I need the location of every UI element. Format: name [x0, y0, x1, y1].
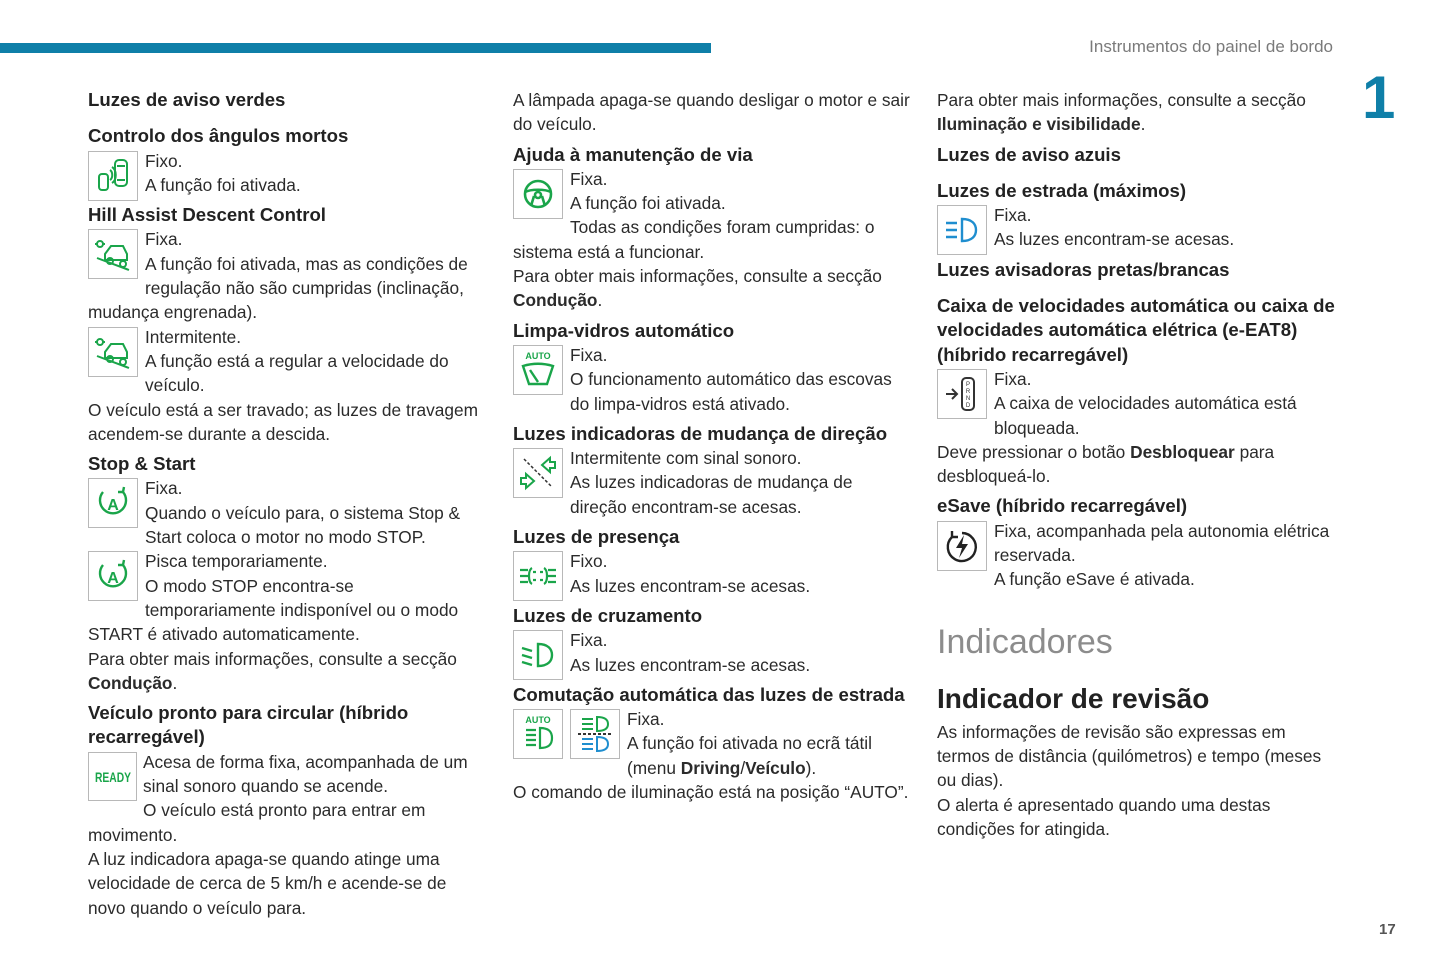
turn-heading: Luzes indicadoras de mudança de direção [513, 422, 888, 444]
svg-text:D: D [965, 402, 971, 409]
hill-descent-icon [88, 327, 138, 377]
side-lights-icon [513, 551, 563, 601]
main-beam-desc: As luzes encontram-se acesas. [994, 229, 1235, 250]
hadc-desc-fixed: A função foi ativada, mas as condições de regulação não são cumpridas (inclinação, mudança engrenada). [88, 253, 468, 323]
svg-text:READY: READY [94, 769, 131, 786]
section-heading-black-white: Luzes avisadoras pretas/brancas [937, 258, 1230, 280]
gearbox-desc: A caixa de velocidades automática está bloqueada. [994, 393, 1297, 438]
lane-heading: Ajuda à manutenção de via [513, 143, 753, 165]
column-3 [937, 88, 1337, 841]
gearbox-lock-icon [937, 369, 987, 419]
lighting-more-info: Para obter mais informações, consulte a secção Iluminação e visibilidade. [937, 90, 1306, 135]
blind-spot-icon [88, 151, 138, 201]
esave-icon [937, 521, 987, 571]
ready-continued: A lâmpada apaga-se quando desligar o motor e sair do veículo. [513, 90, 910, 135]
hadc-braking-note: O veículo está a ser travado; as luzes de travagem acendem-se durante a descida. [88, 399, 478, 444]
high-low-beam-icon [570, 709, 620, 759]
svg-text:A: A [107, 497, 119, 515]
auto-high-note: O comando de iluminação está na posição “AUTO”. [513, 782, 909, 803]
turn-desc: As luzes indicadoras de mudança de direção encontram-se acesas. [570, 472, 853, 517]
gearbox-block [937, 367, 1337, 440]
ready-desc: Acesa de forma fixa, acompanhada de um sinal sonoro quando se acende. [143, 751, 468, 797]
auto-beam-icon [513, 709, 563, 759]
dipped-desc: As luzes encontram-se acesas. [570, 654, 811, 675]
hadc-state-flashing: Intermitente. [145, 326, 242, 347]
column-1 [88, 88, 488, 920]
main-beam-heading: Luzes de estrada (máximos) [937, 179, 1187, 201]
wiper-state: Fixa. [570, 344, 608, 365]
wiper-block [513, 343, 913, 416]
ready-heading: Veículo pronto para circular (híbrido recarregável) [88, 702, 409, 748]
stop-start-icon [88, 478, 138, 528]
steering-wheel-icon [513, 169, 563, 219]
lane-state: Fixa. [570, 168, 608, 189]
service-desc-1: As informações de revisão são expressas em termos de distância (quilómetros) e tempo (meses ou dias). [937, 721, 1322, 791]
column-2 [513, 88, 913, 804]
stop-start-state-flashing: Pisca temporariamente. [145, 551, 328, 572]
hadc-heading: Hill Assist Descent Control [88, 204, 326, 226]
main-beam-block [937, 203, 1337, 252]
header-accent-bar [0, 43, 711, 53]
stop-start-desc-flashing: O modo STOP encontra-se temporariamente indisponível ou o modo START é ativado automaticamente. [88, 575, 459, 645]
auto-high-heading: Comutação automática das luzes de estrada [513, 683, 905, 705]
lane-block [513, 167, 913, 216]
lane-note: Todas as condições foram cumpridas: o sistema está a funcionar. [513, 217, 875, 262]
section-heading-green: Luzes de aviso verdes [88, 89, 286, 110]
svg-text:AUTO: AUTO [525, 350, 551, 361]
dipped-state: Fixa. [570, 630, 608, 651]
lane-desc: A função foi ativada. [570, 193, 726, 214]
wiper-heading: Limpa-vidros automático [513, 319, 735, 341]
stop-start-block-flashing [88, 549, 488, 646]
stop-start-more-info: Para obter mais informações, consulte a secção Condução. [88, 648, 457, 693]
auto-wiper-icon [513, 345, 563, 395]
dipped-block [513, 628, 913, 677]
gearbox-state: Fixa. [994, 368, 1032, 389]
stop-start-heading: Stop & Start [88, 453, 196, 475]
header-title: Instrumentos do painel de bordo [1089, 37, 1333, 56]
svg-text:AUTO: AUTO [525, 715, 551, 726]
ready-note-2: A luz indicadora apaga-se quando atinge uma velocidade de cerca de 5 km/h e acende-se de novo quando o veículo para. [88, 848, 447, 918]
stop-start-state-fixed: Fixa. [145, 478, 183, 499]
svg-text:R: R [965, 388, 971, 395]
svg-text:P: P [965, 381, 971, 388]
main-beam-state: Fixa. [994, 205, 1032, 226]
esave-state: Fixa, acompanhada pela autonomia elétrica reservada. [994, 520, 1330, 566]
auto-high-state: Fixa. [627, 709, 665, 730]
page-number: 17 [1379, 921, 1396, 938]
side-lights-state: Fixo. [570, 551, 608, 572]
ready-block [88, 750, 488, 799]
side-lights-block [513, 549, 913, 598]
svg-text:A: A [107, 570, 119, 588]
wiper-desc: O funcionamento automático das escovas do limpa-vidros está ativado. [570, 369, 892, 414]
side-lights-heading: Luzes de presença [513, 526, 680, 548]
esave-heading: eSave (híbrido recarregável) [937, 495, 1188, 517]
turn-signal-icon [513, 448, 563, 498]
section-heading-blue: Luzes de aviso azuis [937, 143, 1121, 165]
auto-high-desc: A função foi ativada no ecrã tátil (menu Driving/Veículo). [627, 733, 872, 778]
blind-spot-desc: A função foi ativada. [145, 174, 301, 195]
ready-icon [88, 752, 137, 801]
turn-block [513, 446, 913, 519]
esave-block [937, 519, 1337, 568]
stop-start-desc-fixed: Quando o veículo para, o sistema Stop & Start coloca o motor no modo STOP. [145, 502, 461, 548]
hadc-block-flashing [88, 325, 488, 398]
stop-start-block-fixed [88, 476, 488, 549]
dipped-beam-icon [513, 630, 563, 680]
side-lights-desc: As luzes encontram-se acesas. [570, 575, 811, 596]
blind-spot-state: Fixo. [145, 150, 183, 171]
service-indicator-title: Indicador de revisão [937, 682, 1210, 714]
hill-descent-icon [88, 229, 138, 279]
chapter-number: 1 [1362, 64, 1396, 131]
blind-spot-block [88, 149, 488, 198]
dipped-heading: Luzes de cruzamento [513, 604, 703, 626]
section-title-indicators: Indicadores [937, 622, 1113, 661]
gearbox-heading: Caixa de velocidades automática ou caixa de velocidades automática elétrica (e-EAT8) (híbrido recarregável) [937, 295, 1335, 365]
hadc-desc-flashing: A função está a regular a velocidade do veículo. [145, 350, 449, 396]
lane-more-info: Para obter mais informações, consulte a secção Condução. [513, 266, 882, 311]
main-beam-icon [937, 205, 987, 255]
gearbox-unlock-note: Deve pressionar o botão Desbloquear para desbloqueá-lo. [937, 441, 1275, 487]
hadc-state-fixed: Fixa. [145, 229, 183, 250]
hadc-block-fixed [88, 227, 488, 324]
ready-note-1: O veículo está pronto para entrar em movimento. [88, 800, 426, 845]
blind-spot-heading: Controlo dos ângulos mortos [88, 125, 349, 147]
auto-high-block [513, 707, 913, 780]
turn-state: Intermitente com sinal sonoro. [570, 448, 802, 469]
stop-start-icon [88, 551, 138, 601]
svg-text:N: N [965, 395, 971, 402]
esave-desc: A função eSave é ativada. [994, 569, 1195, 590]
service-desc-2: O alerta é apresentado quando uma destas condições for atingida. [937, 794, 1271, 839]
